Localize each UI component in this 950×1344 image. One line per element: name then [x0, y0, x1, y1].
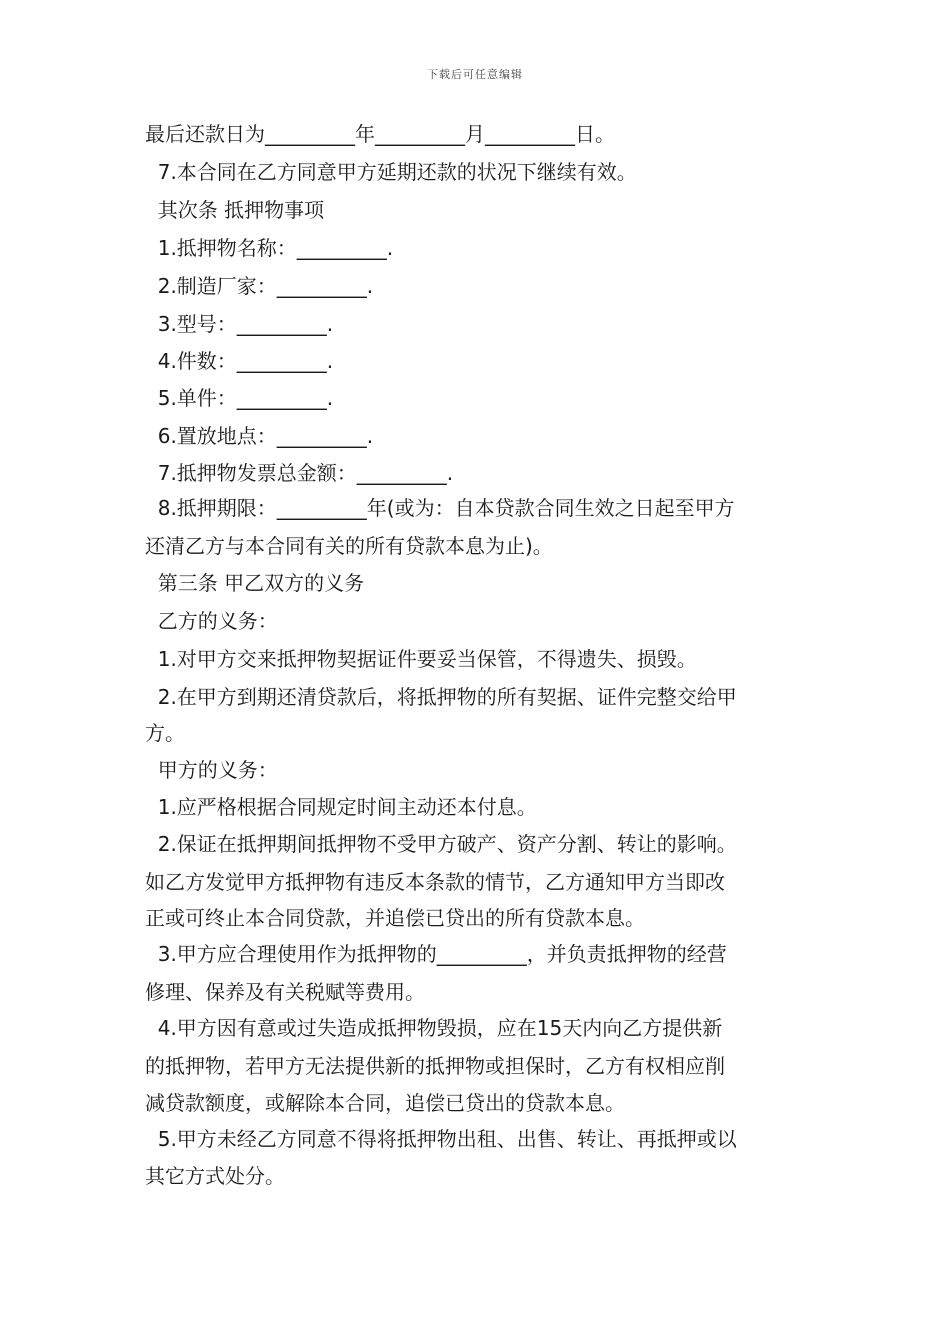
text-line: 6.置放地点：_________. — [145, 424, 374, 448]
text-line: 方。 — [145, 721, 185, 745]
text-line: 4.甲方因有意或过失造成抵押物毁损，应在15天内向乙方提供新 — [145, 1016, 723, 1040]
text-line: 4.件数：_________. — [145, 349, 334, 373]
text-line: 1.应严格根据合同规定时间主动还本付息。 — [145, 795, 537, 819]
text-line: 的抵押物，若甲方无法提供新的抵押物或担保时，乙方有权相应削 — [145, 1054, 725, 1078]
text-line: 8.抵押期限：_________年(或为：自本贷款合同生效之日起至甲方 — [145, 496, 735, 520]
text-line: 7.抵押物发票总金额：_________. — [145, 461, 454, 485]
text-line: 正或可终止本合同贷款，并追偿已贷出的所有贷款本息。 — [145, 906, 645, 930]
text-line: 如乙方发觉甲方抵押物有违反本条款的情节，乙方通知甲方当即改 — [145, 870, 725, 894]
section-heading: 第三条 甲乙双方的义务 — [145, 571, 365, 595]
section-heading: 其次条 抵押物事项 — [145, 198, 325, 222]
text-line: 5.单件：_________. — [145, 386, 334, 410]
text-line: 3.甲方应合理使用作为抵押物的_________，并负责抵押物的经营 — [145, 942, 727, 966]
text-line: 还清乙方与本合同有关的所有贷款本息为止)。 — [145, 534, 553, 558]
text-line: 最后还款日为_________年_________月_________日。 — [145, 122, 615, 146]
text-line: 乙方的义务： — [145, 609, 278, 633]
text-line: 修理、保养及有关税赋等费用。 — [145, 980, 425, 1004]
text-line: 2.制造厂家：_________. — [145, 274, 374, 298]
text-line: 2.在甲方到期还清贷款后，将抵押物的所有契据、证件完整交给甲 — [145, 685, 737, 709]
text-line: 3.型号：_________. — [145, 312, 334, 336]
text-line: 5.甲方未经乙方同意不得将抵押物出租、出售、转让、再抵押或以 — [145, 1127, 737, 1151]
text-line: 其它方式处分。 — [145, 1164, 285, 1188]
text-line: 2.保证在抵押期间抵押物不受甲方破产、资产分割、转让的影响。 — [145, 832, 737, 856]
text-line: 减贷款额度，或解除本合同，追偿已贷出的贷款本息。 — [145, 1091, 625, 1115]
text-line: 1.对甲方交来抵押物契据证件要妥当保管，不得遗失、损毁。 — [145, 647, 697, 671]
text-line: 甲方的义务： — [145, 758, 278, 782]
page-header-note: 下载后可任意编辑 — [427, 68, 523, 81]
text-line: 7.本合同在乙方同意甲方延期还款的状况下继续有效。 — [145, 160, 637, 184]
text-line: 1.抵押物名称：_________. — [145, 236, 394, 260]
